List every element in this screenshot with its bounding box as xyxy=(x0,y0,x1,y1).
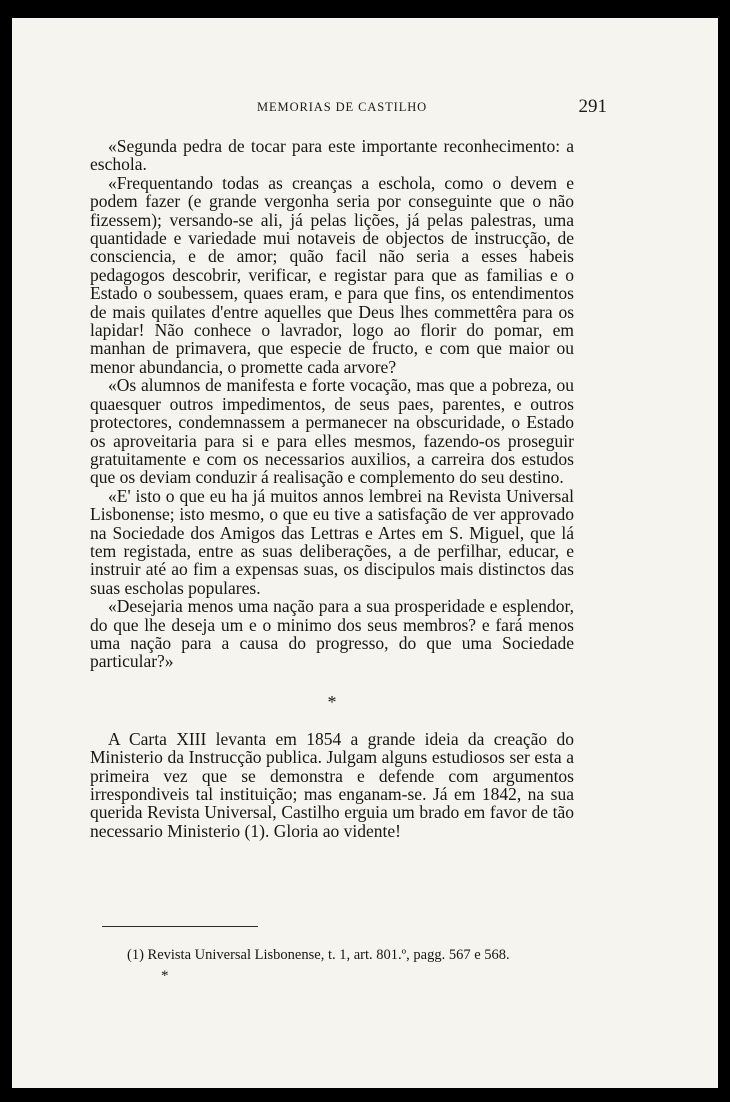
page-number: 291 xyxy=(578,96,607,117)
running-title: MEMORIAS DE CASTILHO xyxy=(257,100,428,114)
footnote-mark: * xyxy=(161,968,169,984)
running-header xyxy=(257,98,607,120)
section-separator: * xyxy=(327,691,337,712)
paragraph: «E' isto o que eu ha já muitos annos lembrei na Revista Universal Lisbonense; isto mesmo, o que eu tive a satisfação de ver approvado na Sociedade dos Amigos das Lettras e Artes em S. Miguel, que lá tem registada, entre as suas deliberações, a de perfilhar, educar, e instruir até ao fim a expensas suas, os discipulos mais distinctos das suas escholas populares. xyxy=(90,485,574,598)
section-paragraph: A Carta XIII levanta em 1854 a grande ideia da creação do Ministerio da Instrucção publica. Julgam alguns estudiosos ser esta a primeira vez que se demonstra e defende com argumentos irrespondiveis tal instituição; mas enganam-se. Já em 1842, na sua querida Revista Universal, Castilho erguia um brado em favor de tão necessario Ministerio (1). Gloria ao vidente! xyxy=(90,728,574,841)
footnote-divider xyxy=(102,926,258,927)
book-page xyxy=(12,18,718,1088)
paragraph: «Frequentando todas as creanças a eschola, como o devem e podem fazer (e grande vergonha seria por conseguinte que o não fizessem); versando-se ali, já pelas lições, já pelas palestras, uma quantidade e variedade mui notaveis de objectos de instrucção, de consciencia, e de amor; quão facil não seria a esses habeis pedagogos descobrir, verificar, e registar para que as familias e o Estado o soubessem, quaes eram, e para que fins, os entendimentos de mais quilates d'entre aquelles que Deus lhes commettêra para os lapidar! Não conhece o lavrador, logo ao florir do pomar, em manhan de primavera, que especie de fructo, e com que maior ou menor abundancia, o promette cada arvore? xyxy=(90,172,574,377)
paragraph: «Os alumnos de manifesta e forte vocação, mas que a pobreza, ou quaesquer outros impedimentos, de seus paes, parentes, e outros protectores, condemnassem a permanecer na obscuridade, o Estado os aproveitaria para si e para elles mesmos, fazendo-os proseguir gratuitamente e com os necessarios auxilios, a carreira dos estudos que os deviam conduzir á realisação e complemento do seu destino. xyxy=(90,375,574,488)
main-text xyxy=(90,137,574,840)
paragraph: «Desejaria menos uma nação para a sua prosperidade e esplendor, do que lhe deseja um e o minimo dos seus membros? e fará menos uma nação para a causa do progresso, do que uma Sociedade particular?» xyxy=(90,596,574,672)
footnote: (1) Revista Universal Lisbonense, t. 1, art. 801.º, pagg. 567 e 568. xyxy=(127,947,510,963)
paragraph: «Segunda pedra de tocar para este importante reconhecimento: a eschola. xyxy=(90,136,574,175)
